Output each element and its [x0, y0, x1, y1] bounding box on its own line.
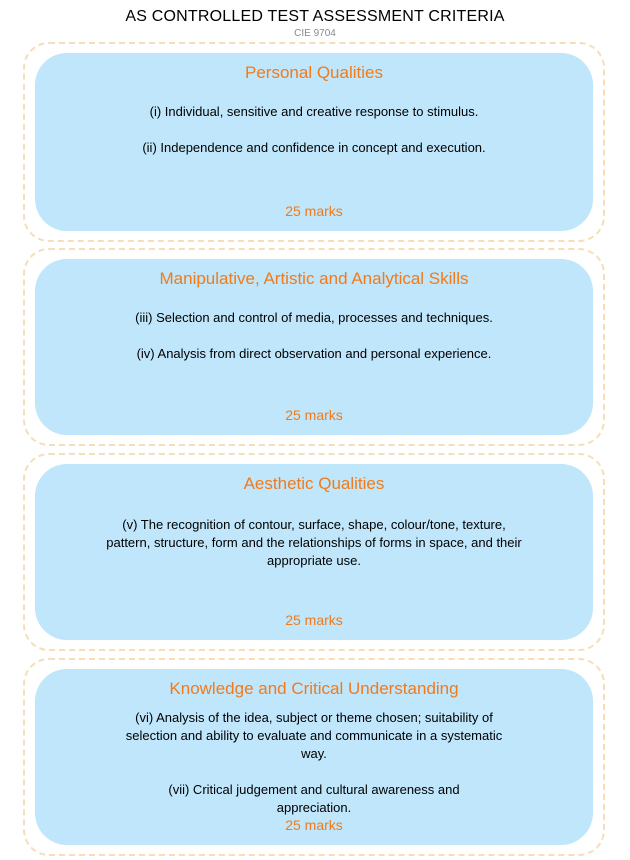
criteria-card	[35, 464, 593, 640]
criterion-text: (i) Individual, sensitive and creative response to stimulus.	[149, 104, 479, 119]
marks-label: 25 marks	[285, 817, 343, 833]
marks-label: 25 marks	[285, 612, 343, 628]
criteria-section-knowledge	[23, 658, 605, 856]
section-title: Aesthetic Qualities	[243, 474, 385, 493]
section-title: Manipulative, Artistic and Analytical Skills	[159, 269, 469, 288]
criteria-section-skills	[23, 248, 605, 446]
marks-label: 25 marks	[285, 203, 343, 219]
criteria-card	[35, 53, 593, 231]
criterion-text: (vi) Analysis of the idea, subject or theme chosen; suitability of selection and ability to evaluate and communicate in a systematic way.	[125, 710, 503, 761]
page-subtitle: CIE 9704	[294, 28, 336, 39]
section-title: Knowledge and Critical Understanding	[169, 679, 459, 698]
criteria-card	[35, 259, 593, 435]
criterion-text: (v) The recognition of contour, surface, shape, colour/tone, texture, pattern, structure, form and the relationships of forms in space, and their appropriate use.	[106, 517, 522, 568]
criteria-section-aesthetic-qualities	[23, 453, 605, 651]
criterion-text: (ii) Independence and confidence in concept and execution.	[142, 140, 486, 155]
criteria-section-personal-qualities	[23, 42, 605, 242]
criterion-text: (iii) Selection and control of media, processes and techniques.	[135, 310, 493, 325]
criteria-card	[35, 669, 593, 845]
marks-label: 25 marks	[285, 407, 343, 423]
criterion-text: (vii) Critical judgement and cultural awareness and appreciation.	[168, 782, 460, 815]
section-title: Personal Qualities	[245, 63, 383, 82]
page-title: AS CONTROLLED TEST ASSESSMENT CRITERIA	[125, 8, 505, 25]
criterion-text: (iv) Analysis from direct observation and personal experience.	[136, 346, 492, 361]
